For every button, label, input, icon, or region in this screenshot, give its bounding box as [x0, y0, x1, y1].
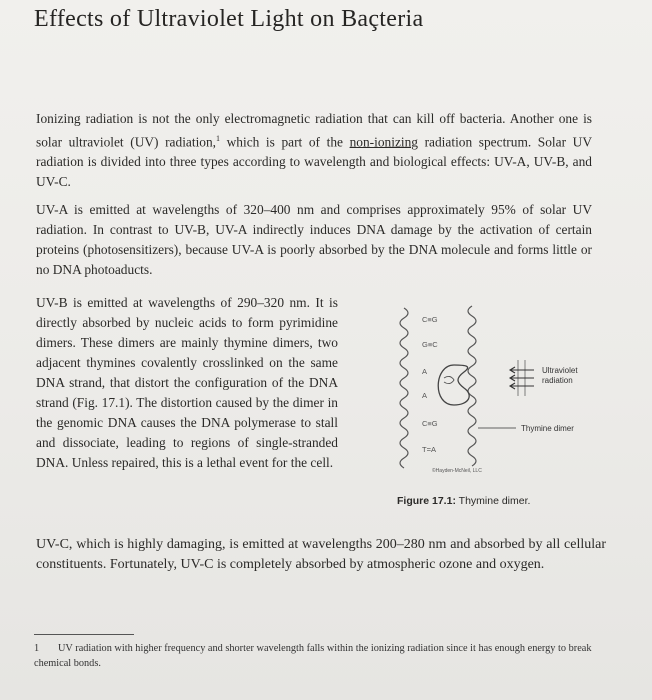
dimer-link: [444, 376, 454, 383]
base-pair-6: T=A: [422, 445, 436, 454]
footnote-text: UV radiation with higher frequency and shorter wavelength falls within the ionizing radiation since it has enough energy to break chemical bonds.: [34, 643, 592, 669]
figure-caption: [397, 495, 530, 507]
figure-number: Figure 17.1:: [397, 495, 456, 507]
footnote: [34, 641, 610, 671]
uv-label-1: Ultraviolet: [542, 366, 578, 375]
p1-text-c: radiation spectrum. Solar UV radiation is divided into three types according to wavelength and biological effects: UV-A, UV-B, and UV-C.: [36, 134, 592, 190]
uv-arrows: [510, 360, 534, 396]
thymine-dimer-figure: [394, 300, 614, 480]
figure-credit: ©Hayden-McNeil, LLC: [432, 468, 482, 474]
p1-text-a: Ionizing radiation is not the only electromagnetic radiation that can kill off bacteria. Another one is solar ultraviolet (UV) radiation,: [36, 111, 592, 150]
paragraph-uva: UV-A is emitted at wavelengths of 320–400 nm and comprises approximately 95% of solar UV radiation. In contrast to UV-B, UV-A indirectly induces DNA damage by the activation of certain proteins (photosensitizers), because UV-A is poorly absorbed by the DNA molecule and forms little or no DNA photoaducts.: [36, 202, 592, 277]
dna-backbone-left: [400, 308, 408, 468]
footnote-divider: [34, 634, 134, 635]
base-pair-4: A: [422, 391, 428, 400]
dna-backbone-right: [468, 306, 476, 466]
non-ionizing-term: non-ionizing: [349, 134, 418, 150]
base-pair-3: A: [422, 367, 428, 376]
thymine-dimer-shape: [438, 365, 469, 405]
dna-diagram: [394, 300, 614, 480]
footnote-number: 1: [34, 643, 40, 654]
paragraph-ionizing: [36, 109, 592, 192]
thymine-dimer-label: Thymine dimer: [521, 424, 574, 433]
paragraph-uvb: UV-B is emitted at wavelengths of 290–320 nm. It is directly absorbed by nucleic acids to form pyrimidine dimers. These dimers are mainly thymine dimers, two adjacent thymines covalently crosslinked on the same DNA strand, that distort the configuration of the DNA strand (Fig. 17.1). The distortion caused by the dimer in the genomic DNA causes the DNA polymerase to stall and dissociate, leading to regions of single-stranded DNA. Unless repaired, this is a lethal event for the cell.: [36, 295, 338, 470]
p1-text-b: which is part of the: [220, 134, 350, 150]
base-pair-2: G≡C: [422, 340, 438, 349]
paragraph-uvc: UV-C, which is highly damaging, is emitted at wavelengths 200–280 nm and absorbed by all cellular constituents. Fortunately, UV-C is completely absorbed by atmospheric ozone and oxygen.: [36, 537, 606, 572]
base-pair-1: C≡G: [422, 315, 438, 324]
uv-label-2: radiation: [542, 376, 573, 385]
page-title: Effects of Ultraviolet Light on Baçteria: [34, 6, 424, 32]
figure-caption-text: Thymine dimer.: [455, 495, 531, 507]
base-pair-5: C≡G: [422, 419, 438, 428]
footnote-ref[interactable]: 1: [216, 134, 221, 143]
